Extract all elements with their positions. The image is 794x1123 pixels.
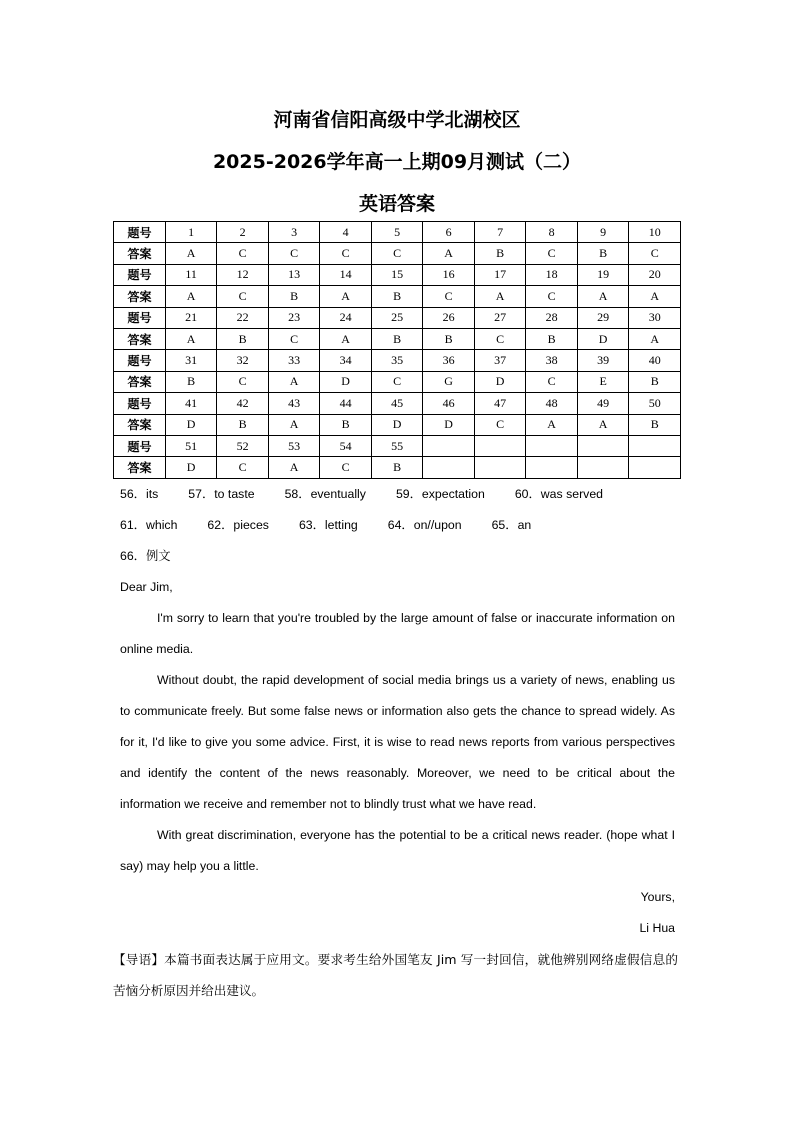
answer-cell: G bbox=[423, 371, 475, 392]
subject-title: 英语答案 bbox=[358, 193, 435, 215]
fill-answer: 57．to taste bbox=[188, 487, 255, 501]
answer-cell: A bbox=[474, 286, 526, 307]
question-number-cell: 50 bbox=[629, 393, 681, 414]
question-number-cell: 1 bbox=[165, 222, 217, 243]
question-number-cell: 55 bbox=[371, 435, 423, 456]
question-number-cell: 15 bbox=[371, 264, 423, 285]
fill-answer: 63．letting bbox=[298, 518, 358, 532]
question-number-cell: 37 bbox=[474, 350, 526, 371]
question-number-cell: 7 bbox=[474, 222, 526, 243]
answer-cell: C bbox=[268, 328, 320, 349]
answer-cell: D bbox=[474, 371, 526, 392]
answer-cell: B bbox=[423, 328, 475, 349]
answer-cell: B bbox=[629, 414, 681, 435]
essay-paragraph-3: With great discrimination, everyone has the potential to be a critical news reader. (hope what I say) may help you a little. bbox=[120, 828, 675, 873]
answer-cell: B bbox=[371, 457, 423, 478]
question-number-cell: 2 bbox=[217, 222, 269, 243]
question-number-cell: 38 bbox=[526, 350, 578, 371]
question-number-cell bbox=[577, 435, 629, 456]
question-number-cell bbox=[629, 435, 681, 456]
question-number-cell: 4 bbox=[320, 222, 372, 243]
answer-cell: C bbox=[526, 286, 578, 307]
fill-answers-line-1 bbox=[120, 479, 675, 510]
answer-row bbox=[114, 371, 681, 392]
question-number-cell: 19 bbox=[577, 264, 629, 285]
question-number-cell: 46 bbox=[423, 393, 475, 414]
question-number-cell: 42 bbox=[217, 393, 269, 414]
question-number-cell: 52 bbox=[217, 435, 269, 456]
question-number-cell: 26 bbox=[423, 307, 475, 328]
answer-cell: B bbox=[217, 328, 269, 349]
question-number-cell: 24 bbox=[320, 307, 372, 328]
question-number-cell: 32 bbox=[217, 350, 269, 371]
answer-row bbox=[114, 286, 681, 307]
guide-text: 【导语】本篇书面表达属于应用文。要求考生给外国笔友 Jim 写一封回信，就他辨别网络虚假信息的苦恼分析原因并给出建议。 bbox=[113, 952, 678, 998]
question-number-cell: 33 bbox=[268, 350, 320, 371]
answer-cell: C bbox=[526, 243, 578, 264]
answer-cell: A bbox=[268, 414, 320, 435]
answer-cell: A bbox=[268, 371, 320, 392]
question-number-cell: 6 bbox=[423, 222, 475, 243]
question-number-cell: 45 bbox=[371, 393, 423, 414]
row-header: 题号 bbox=[114, 435, 166, 456]
answer-cell: B bbox=[217, 414, 269, 435]
answers-and-essay bbox=[113, 479, 678, 1006]
answer-cell: D bbox=[577, 328, 629, 349]
question-number-cell: 23 bbox=[268, 307, 320, 328]
question-number-cell: 29 bbox=[577, 307, 629, 328]
question-number-cell bbox=[423, 435, 475, 456]
fill-answer: 65．an bbox=[491, 518, 532, 532]
essay-signature: Li Hua bbox=[639, 921, 675, 935]
essay-closing: Yours, bbox=[640, 890, 675, 904]
answer-cell: A bbox=[320, 286, 372, 307]
answer-cell: B bbox=[526, 328, 578, 349]
row-header: 答案 bbox=[114, 371, 166, 392]
answer-cell bbox=[474, 457, 526, 478]
question-number-cell: 5 bbox=[371, 222, 423, 243]
answer-cell: E bbox=[577, 371, 629, 392]
question-row bbox=[114, 307, 681, 328]
row-header: 答案 bbox=[114, 286, 166, 307]
question-number-cell: 40 bbox=[629, 350, 681, 371]
question-row bbox=[114, 350, 681, 371]
row-header: 题号 bbox=[114, 350, 166, 371]
answer-cell: B bbox=[577, 243, 629, 264]
answer-cell: D bbox=[165, 414, 217, 435]
answer-cell: C bbox=[320, 457, 372, 478]
question-number-cell: 17 bbox=[474, 264, 526, 285]
answer-row bbox=[114, 414, 681, 435]
answer-cell: A bbox=[165, 243, 217, 264]
essay-paragraph-2: Without doubt, the rapid development of social media brings us a variety of news, enabling us to communicate freely. But some false news or information also gets the chance to spread widely. As for it, I'd like to give you some advice. First, it is wise to read news reports from various perspectives and identify the content of the news reasonably. Moreover, we need to be critical about the information we receive and remember not to blindly trust what we have read. bbox=[120, 673, 675, 811]
question-number-cell: 48 bbox=[526, 393, 578, 414]
question-number-cell: 21 bbox=[165, 307, 217, 328]
answer-cell: A bbox=[577, 414, 629, 435]
question-number-cell: 35 bbox=[371, 350, 423, 371]
answer-table bbox=[113, 221, 681, 479]
answer-cell: A bbox=[577, 286, 629, 307]
answer-cell: C bbox=[217, 286, 269, 307]
fill-answer: 58．eventually bbox=[284, 487, 366, 501]
answer-cell: B bbox=[371, 286, 423, 307]
answer-cell: B bbox=[371, 328, 423, 349]
answer-cell: C bbox=[474, 328, 526, 349]
question-number-cell: 34 bbox=[320, 350, 372, 371]
answer-cell: A bbox=[526, 414, 578, 435]
question-number-cell: 22 bbox=[217, 307, 269, 328]
school-title: 河南省信阳高级中学北湖校区 bbox=[273, 109, 521, 131]
fill-answer: 60．was served bbox=[514, 487, 603, 501]
question-row bbox=[114, 222, 681, 243]
question-number-cell: 18 bbox=[526, 264, 578, 285]
question-number-cell: 51 bbox=[165, 435, 217, 456]
answer-cell: C bbox=[629, 243, 681, 264]
question-row bbox=[114, 264, 681, 285]
answer-cell: C bbox=[526, 371, 578, 392]
answer-cell: C bbox=[371, 243, 423, 264]
question-number-cell: 49 bbox=[577, 393, 629, 414]
answer-cell: B bbox=[629, 371, 681, 392]
question-number-cell: 11 bbox=[165, 264, 217, 285]
answer-cell: C bbox=[217, 243, 269, 264]
answer-cell: A bbox=[268, 457, 320, 478]
answer-cell: A bbox=[320, 328, 372, 349]
answer-cell: C bbox=[217, 457, 269, 478]
exam-title: 2025-2026学年高一上期09月测试（二） bbox=[212, 151, 582, 173]
question-number-cell: 39 bbox=[577, 350, 629, 371]
answer-cell: D bbox=[320, 371, 372, 392]
answer-cell: D bbox=[165, 457, 217, 478]
answer-cell: C bbox=[474, 414, 526, 435]
answer-cell bbox=[577, 457, 629, 478]
answer-cell: C bbox=[217, 371, 269, 392]
fill-answers-line-2 bbox=[120, 510, 675, 541]
question-number-cell: 41 bbox=[165, 393, 217, 414]
question-number-cell: 13 bbox=[268, 264, 320, 285]
answer-cell: A bbox=[423, 243, 475, 264]
row-header: 答案 bbox=[114, 243, 166, 264]
row-header: 题号 bbox=[114, 393, 166, 414]
fill-answer: 64．on//upon bbox=[387, 518, 462, 532]
question-number-cell bbox=[526, 435, 578, 456]
question-number-cell: 47 bbox=[474, 393, 526, 414]
essay-greeting: Dear Jim, bbox=[120, 580, 173, 594]
answer-cell: C bbox=[320, 243, 372, 264]
question-number-cell: 8 bbox=[526, 222, 578, 243]
question-row bbox=[114, 393, 681, 414]
question-number-cell: 31 bbox=[165, 350, 217, 371]
question-number-cell: 27 bbox=[474, 307, 526, 328]
answer-cell: B bbox=[268, 286, 320, 307]
answer-cell bbox=[526, 457, 578, 478]
answer-cell: B bbox=[474, 243, 526, 264]
question-number-cell: 43 bbox=[268, 393, 320, 414]
essay-paragraph-1: I'm sorry to learn that you're troubled by the large amount of false or inaccurate information on online media. bbox=[120, 611, 675, 656]
answer-cell: A bbox=[165, 286, 217, 307]
fill-answer: 59．expectation bbox=[395, 487, 485, 501]
answer-cell: C bbox=[423, 286, 475, 307]
question-number-cell: 54 bbox=[320, 435, 372, 456]
question-number-cell: 12 bbox=[217, 264, 269, 285]
answer-cell: A bbox=[629, 286, 681, 307]
essay-label: 66．例文 bbox=[120, 549, 171, 563]
answer-cell: A bbox=[629, 328, 681, 349]
answer-cell: A bbox=[165, 328, 217, 349]
question-number-cell: 53 bbox=[268, 435, 320, 456]
answer-cell: D bbox=[423, 414, 475, 435]
question-number-cell: 20 bbox=[629, 264, 681, 285]
question-number-cell: 28 bbox=[526, 307, 578, 328]
question-number-cell: 16 bbox=[423, 264, 475, 285]
answer-cell: C bbox=[268, 243, 320, 264]
row-header: 题号 bbox=[114, 222, 166, 243]
question-number-cell: 30 bbox=[629, 307, 681, 328]
question-number-cell: 10 bbox=[629, 222, 681, 243]
answer-row bbox=[114, 457, 681, 478]
question-number-cell: 36 bbox=[423, 350, 475, 371]
answer-cell: D bbox=[371, 414, 423, 435]
fill-answer: 61．which bbox=[120, 518, 178, 532]
answer-row bbox=[114, 328, 681, 349]
row-header: 题号 bbox=[114, 264, 166, 285]
answer-cell: B bbox=[320, 414, 372, 435]
row-header: 题号 bbox=[114, 307, 166, 328]
answer-cell: B bbox=[165, 371, 217, 392]
question-number-cell: 3 bbox=[268, 222, 320, 243]
row-header: 答案 bbox=[114, 414, 166, 435]
row-header: 答案 bbox=[114, 328, 166, 349]
fill-answer: 56．its bbox=[120, 487, 159, 501]
question-number-cell: 9 bbox=[577, 222, 629, 243]
question-number-cell bbox=[474, 435, 526, 456]
question-row bbox=[114, 435, 681, 456]
question-number-cell: 14 bbox=[320, 264, 372, 285]
fill-answer: 62．pieces bbox=[207, 518, 269, 532]
answer-cell bbox=[423, 457, 475, 478]
answer-cell: C bbox=[371, 371, 423, 392]
answer-cell bbox=[629, 457, 681, 478]
question-number-cell: 44 bbox=[320, 393, 372, 414]
row-header: 答案 bbox=[114, 457, 166, 478]
question-number-cell: 25 bbox=[371, 307, 423, 328]
answer-row bbox=[114, 243, 681, 264]
